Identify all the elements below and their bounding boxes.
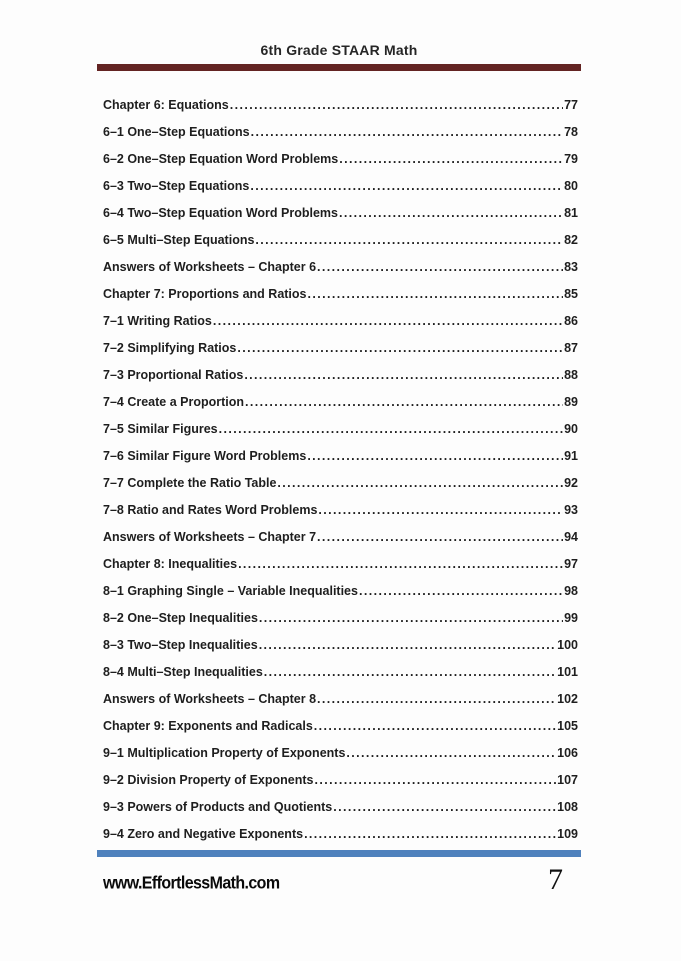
toc-entry bbox=[103, 173, 578, 200]
toc-entry bbox=[103, 470, 578, 497]
dot-leader bbox=[317, 254, 563, 281]
dot-leader bbox=[245, 389, 563, 416]
toc-entry bbox=[103, 308, 578, 335]
toc-entry bbox=[103, 497, 578, 524]
table-of-contents bbox=[97, 92, 581, 848]
toc-entry-page: 106 bbox=[557, 746, 578, 760]
toc-entry-label: 7–8 Ratio and Rates Word Problems bbox=[103, 503, 318, 517]
toc-entry-label: 6–5 Multi–Step Equations bbox=[103, 233, 255, 247]
dot-leader bbox=[346, 740, 556, 767]
toc-entry-label: 9–3 Powers of Products and Quotients bbox=[103, 800, 333, 814]
toc-entry-page: 81 bbox=[564, 206, 578, 220]
toc-entry-label: Chapter 6: Equations bbox=[103, 98, 229, 112]
toc-entry-page: 78 bbox=[564, 125, 578, 139]
dot-leader bbox=[250, 173, 563, 200]
toc-entry-page: 107 bbox=[557, 773, 578, 787]
toc-entry-page: 91 bbox=[564, 449, 578, 463]
toc-entry-label: 7–1 Writing Ratios bbox=[103, 314, 212, 328]
dot-leader bbox=[230, 92, 563, 119]
dot-leader bbox=[317, 524, 563, 551]
dot-leader bbox=[314, 767, 556, 794]
toc-entry-page: 92 bbox=[564, 476, 578, 490]
toc-entry-page: 83 bbox=[564, 260, 578, 274]
dot-leader bbox=[307, 443, 563, 470]
toc-entry-page: 79 bbox=[564, 152, 578, 166]
dot-leader bbox=[244, 362, 563, 389]
toc-entry bbox=[103, 578, 578, 605]
toc-entry-label: Answers of Worksheets – Chapter 7 bbox=[103, 530, 317, 544]
toc-entry bbox=[103, 524, 578, 551]
dot-leader bbox=[304, 821, 556, 848]
toc-entry-label: Answers of Worksheets – Chapter 6 bbox=[103, 260, 317, 274]
dot-leader bbox=[264, 659, 556, 686]
toc-entry-label: Chapter 9: Exponents and Radicals bbox=[103, 719, 313, 733]
toc-entry bbox=[103, 227, 578, 254]
toc-entry bbox=[103, 119, 578, 146]
toc-entry-label: 6–2 One–Step Equation Word Problems bbox=[103, 152, 339, 166]
toc-entry-label: 6–1 One–Step Equations bbox=[103, 125, 250, 139]
dot-leader bbox=[277, 470, 563, 497]
toc-entry-page: 94 bbox=[564, 530, 578, 544]
page-title: 6th Grade STAAR Math bbox=[260, 42, 418, 58]
toc-entry-page: 80 bbox=[564, 179, 578, 193]
toc-entry-page: 86 bbox=[564, 314, 578, 328]
toc-entry-page: 101 bbox=[557, 665, 578, 679]
dot-leader bbox=[317, 686, 556, 713]
website-text: www.EffortlessMath.com bbox=[103, 874, 280, 893]
toc-entry-label: 8–4 Multi–Step Inequalities bbox=[103, 665, 263, 679]
toc-entry-label: 8–1 Graphing Single – Variable Inequalities bbox=[103, 584, 358, 598]
toc-entry-label: 7–4 Create a Proportion bbox=[103, 395, 245, 409]
dot-leader bbox=[213, 308, 563, 335]
dot-leader bbox=[237, 335, 563, 362]
toc-entry bbox=[103, 686, 578, 713]
toc-entry bbox=[103, 362, 578, 389]
dot-leader bbox=[314, 713, 556, 740]
toc-entry-page: 99 bbox=[564, 611, 578, 625]
dot-leader bbox=[238, 551, 563, 578]
toc-entry-page: 77 bbox=[564, 98, 578, 112]
toc-entry bbox=[103, 551, 578, 578]
toc-entry-page: 105 bbox=[557, 719, 578, 733]
dot-leader bbox=[251, 119, 564, 146]
toc-entry-page: 97 bbox=[564, 557, 578, 571]
toc-entry bbox=[103, 254, 578, 281]
toc-entry bbox=[103, 281, 578, 308]
toc-entry-label: Chapter 8: Inequalities bbox=[103, 557, 238, 571]
toc-entry-page: 108 bbox=[557, 800, 578, 814]
dot-leader bbox=[259, 605, 563, 632]
toc-entry-page: 98 bbox=[564, 584, 578, 598]
toc-entry bbox=[103, 713, 578, 740]
dot-leader bbox=[219, 416, 563, 443]
toc-entry-label: 8–2 One–Step Inequalities bbox=[103, 611, 258, 625]
toc-entry-label: 9–2 Division Property of Exponents bbox=[103, 773, 314, 787]
page-content bbox=[97, 0, 581, 848]
dot-leader bbox=[359, 578, 563, 605]
toc-entry-page: 90 bbox=[564, 422, 578, 436]
toc-entry-page: 88 bbox=[564, 368, 578, 382]
toc-entry-label: 7–5 Similar Figures bbox=[103, 422, 218, 436]
toc-entry-label: 9–4 Zero and Negative Exponents bbox=[103, 827, 304, 841]
footer-rule bbox=[97, 850, 581, 857]
dot-leader bbox=[333, 794, 556, 821]
toc-entry-label: 9–1 Multiplication Property of Exponents bbox=[103, 746, 346, 760]
toc-entry bbox=[103, 200, 578, 227]
toc-entry-page: 85 bbox=[564, 287, 578, 301]
dot-leader bbox=[259, 632, 556, 659]
dot-leader bbox=[255, 227, 563, 254]
toc-entry-label: 7–7 Complete the Ratio Table bbox=[103, 476, 277, 490]
toc-entry-page: 89 bbox=[564, 395, 578, 409]
toc-entry-page: 100 bbox=[557, 638, 578, 652]
header-rule bbox=[97, 64, 581, 71]
dot-leader bbox=[339, 200, 563, 227]
toc-entry bbox=[103, 767, 578, 794]
toc-entry-label: Answers of Worksheets – Chapter 8 bbox=[103, 692, 317, 706]
toc-entry-label: 7–2 Simplifying Ratios bbox=[103, 341, 237, 355]
toc-entry-page: 82 bbox=[564, 233, 578, 247]
toc-entry bbox=[103, 740, 578, 767]
dot-leader bbox=[308, 281, 564, 308]
toc-entry bbox=[103, 794, 578, 821]
toc-entry bbox=[103, 632, 578, 659]
toc-entry bbox=[103, 443, 578, 470]
toc-entry bbox=[103, 416, 578, 443]
toc-entry-page: 93 bbox=[564, 503, 578, 517]
toc-entry bbox=[103, 821, 578, 848]
toc-entry-label: 7–6 Similar Figure Word Problems bbox=[103, 449, 307, 463]
dot-leader bbox=[339, 146, 563, 173]
dot-leader bbox=[318, 497, 563, 524]
toc-entry-label: 6–4 Two–Step Equation Word Problems bbox=[103, 206, 338, 220]
toc-entry-page: 102 bbox=[557, 692, 578, 706]
toc-entry-page: 109 bbox=[557, 827, 578, 841]
toc-entry-label: 8–3 Two–Step Inequalities bbox=[103, 638, 258, 652]
toc-entry bbox=[103, 389, 578, 416]
toc-entry bbox=[103, 659, 578, 686]
toc-entry bbox=[103, 335, 578, 362]
page-footer bbox=[97, 850, 581, 897]
toc-entry bbox=[103, 92, 578, 119]
toc-entry bbox=[103, 146, 578, 173]
toc-entry bbox=[103, 605, 578, 632]
toc-entry-page: 87 bbox=[564, 341, 578, 355]
toc-entry-label: 6–3 Two–Step Equations bbox=[103, 179, 250, 193]
toc-entry-label: Chapter 7: Proportions and Ratios bbox=[103, 287, 307, 301]
page-number: 7 bbox=[548, 863, 563, 896]
toc-entry-label: 7–3 Proportional Ratios bbox=[103, 368, 244, 382]
